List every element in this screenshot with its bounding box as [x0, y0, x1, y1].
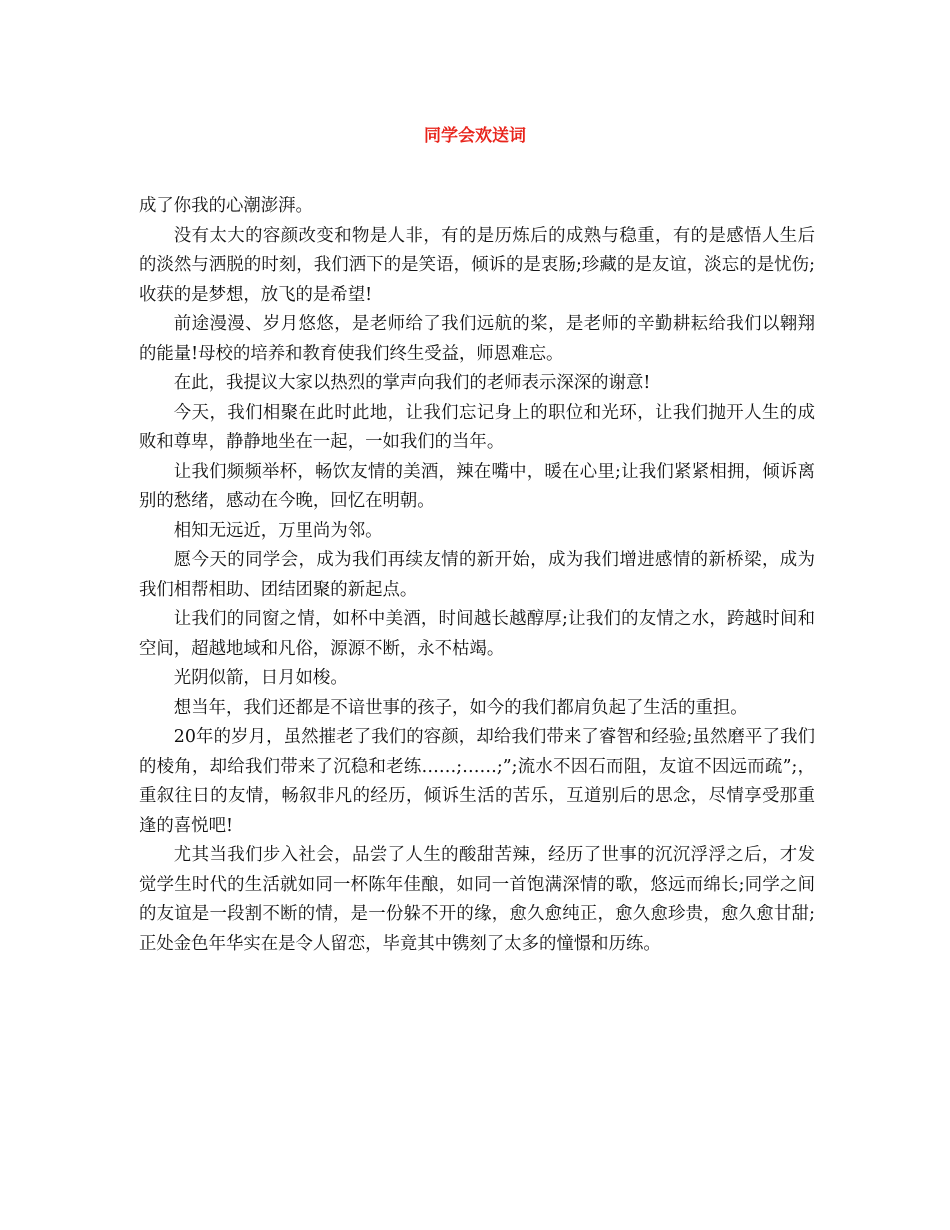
paragraph: 相知无远近，万里尚为邻。	[173, 520, 383, 541]
paragraph: 今天，我们相聚在此时此地，让我们忘记身上的职位和光环，让我们抛开人生的成败和尊卑，静静地坐在一起，一如我们的当年。	[139, 402, 815, 452]
paragraph: 前途漫漫、岁月悠悠，是老师给了我们远航的桨，是老师的辛勤耕耘给我们以翱翔的能量!母校的培养和教育使我们终生受益，师恩难忘。	[139, 314, 815, 364]
paragraph: 没有太大的容颜改变和物是人非，有的是历炼后的成熟与稳重，有的是感悟人生后的淡然与洒脱的时刻，我们洒下的是笑语，倾诉的是衷肠;珍藏的是友谊，淡忘的是忧伤;收获的是梦想，放飞的是希望!	[139, 225, 815, 305]
paragraph: 尤其当我们步入社会，品尝了人生的酸甜苦辣，经历了世事的沉沉浮浮之后，才发觉学生时代的生活就如同一杯陈年佳酿，如同一首饱满深情的歌，悠远而绵长;同学之间的友谊是一段割不断的情，是一份躲不开的缘，愈久愈纯正，愈久愈珍贵，愈久愈甘甜;正处金色年华实在是令人留恋，毕竟其中镌刻了太多的憧憬和历练。	[139, 845, 815, 954]
paragraph: 想当年，我们还都是不谙世事的孩子，如今的我们都肩负起了生活的重担。	[173, 697, 748, 718]
paragraph: 光阴似箭，日月如梭。	[173, 668, 348, 688]
document-body	[139, 192, 815, 959]
paragraph: 愿今天的同学会，成为我们再续友情的新开始，成为我们增进感情的新桥梁，成为我们相帮相助、团结团聚的新起点。	[139, 550, 815, 600]
paragraph: 在此，我提议大家以热烈的掌声向我们的老师表示深深的谢意!	[173, 373, 651, 393]
paragraph: 20年的岁月，虽然摧老了我们的容颜，却给我们带来了睿智和经验;虽然磨平了我们的棱角，却给我们带来了沉稳和老练……;……;”;流水不因石而阻，友谊不因远而疏”;，重叙往日的友情，畅叙非凡的经历，倾诉生活的苦乐，互道别后的思念，尽情享受那重逢的喜悦吧!	[139, 727, 815, 836]
paragraph: 让我们频频举杯，畅饮友情的美酒，辣在嘴中，暖在心里;让我们紧紧相拥，倾诉离别的愁绪，感动在今晚，回忆在明朝。	[139, 461, 815, 511]
document-title: 同学会欢送词	[424, 126, 526, 146]
paragraph-continuation: 成了你我的心潮澎湃。	[139, 196, 313, 216]
paragraph: 让我们的同窗之情，如杯中美酒，时间越长越醇厚;让我们的友情之水，跨越时间和空间，超越地域和凡俗，源源不断，永不枯竭。	[139, 609, 815, 659]
